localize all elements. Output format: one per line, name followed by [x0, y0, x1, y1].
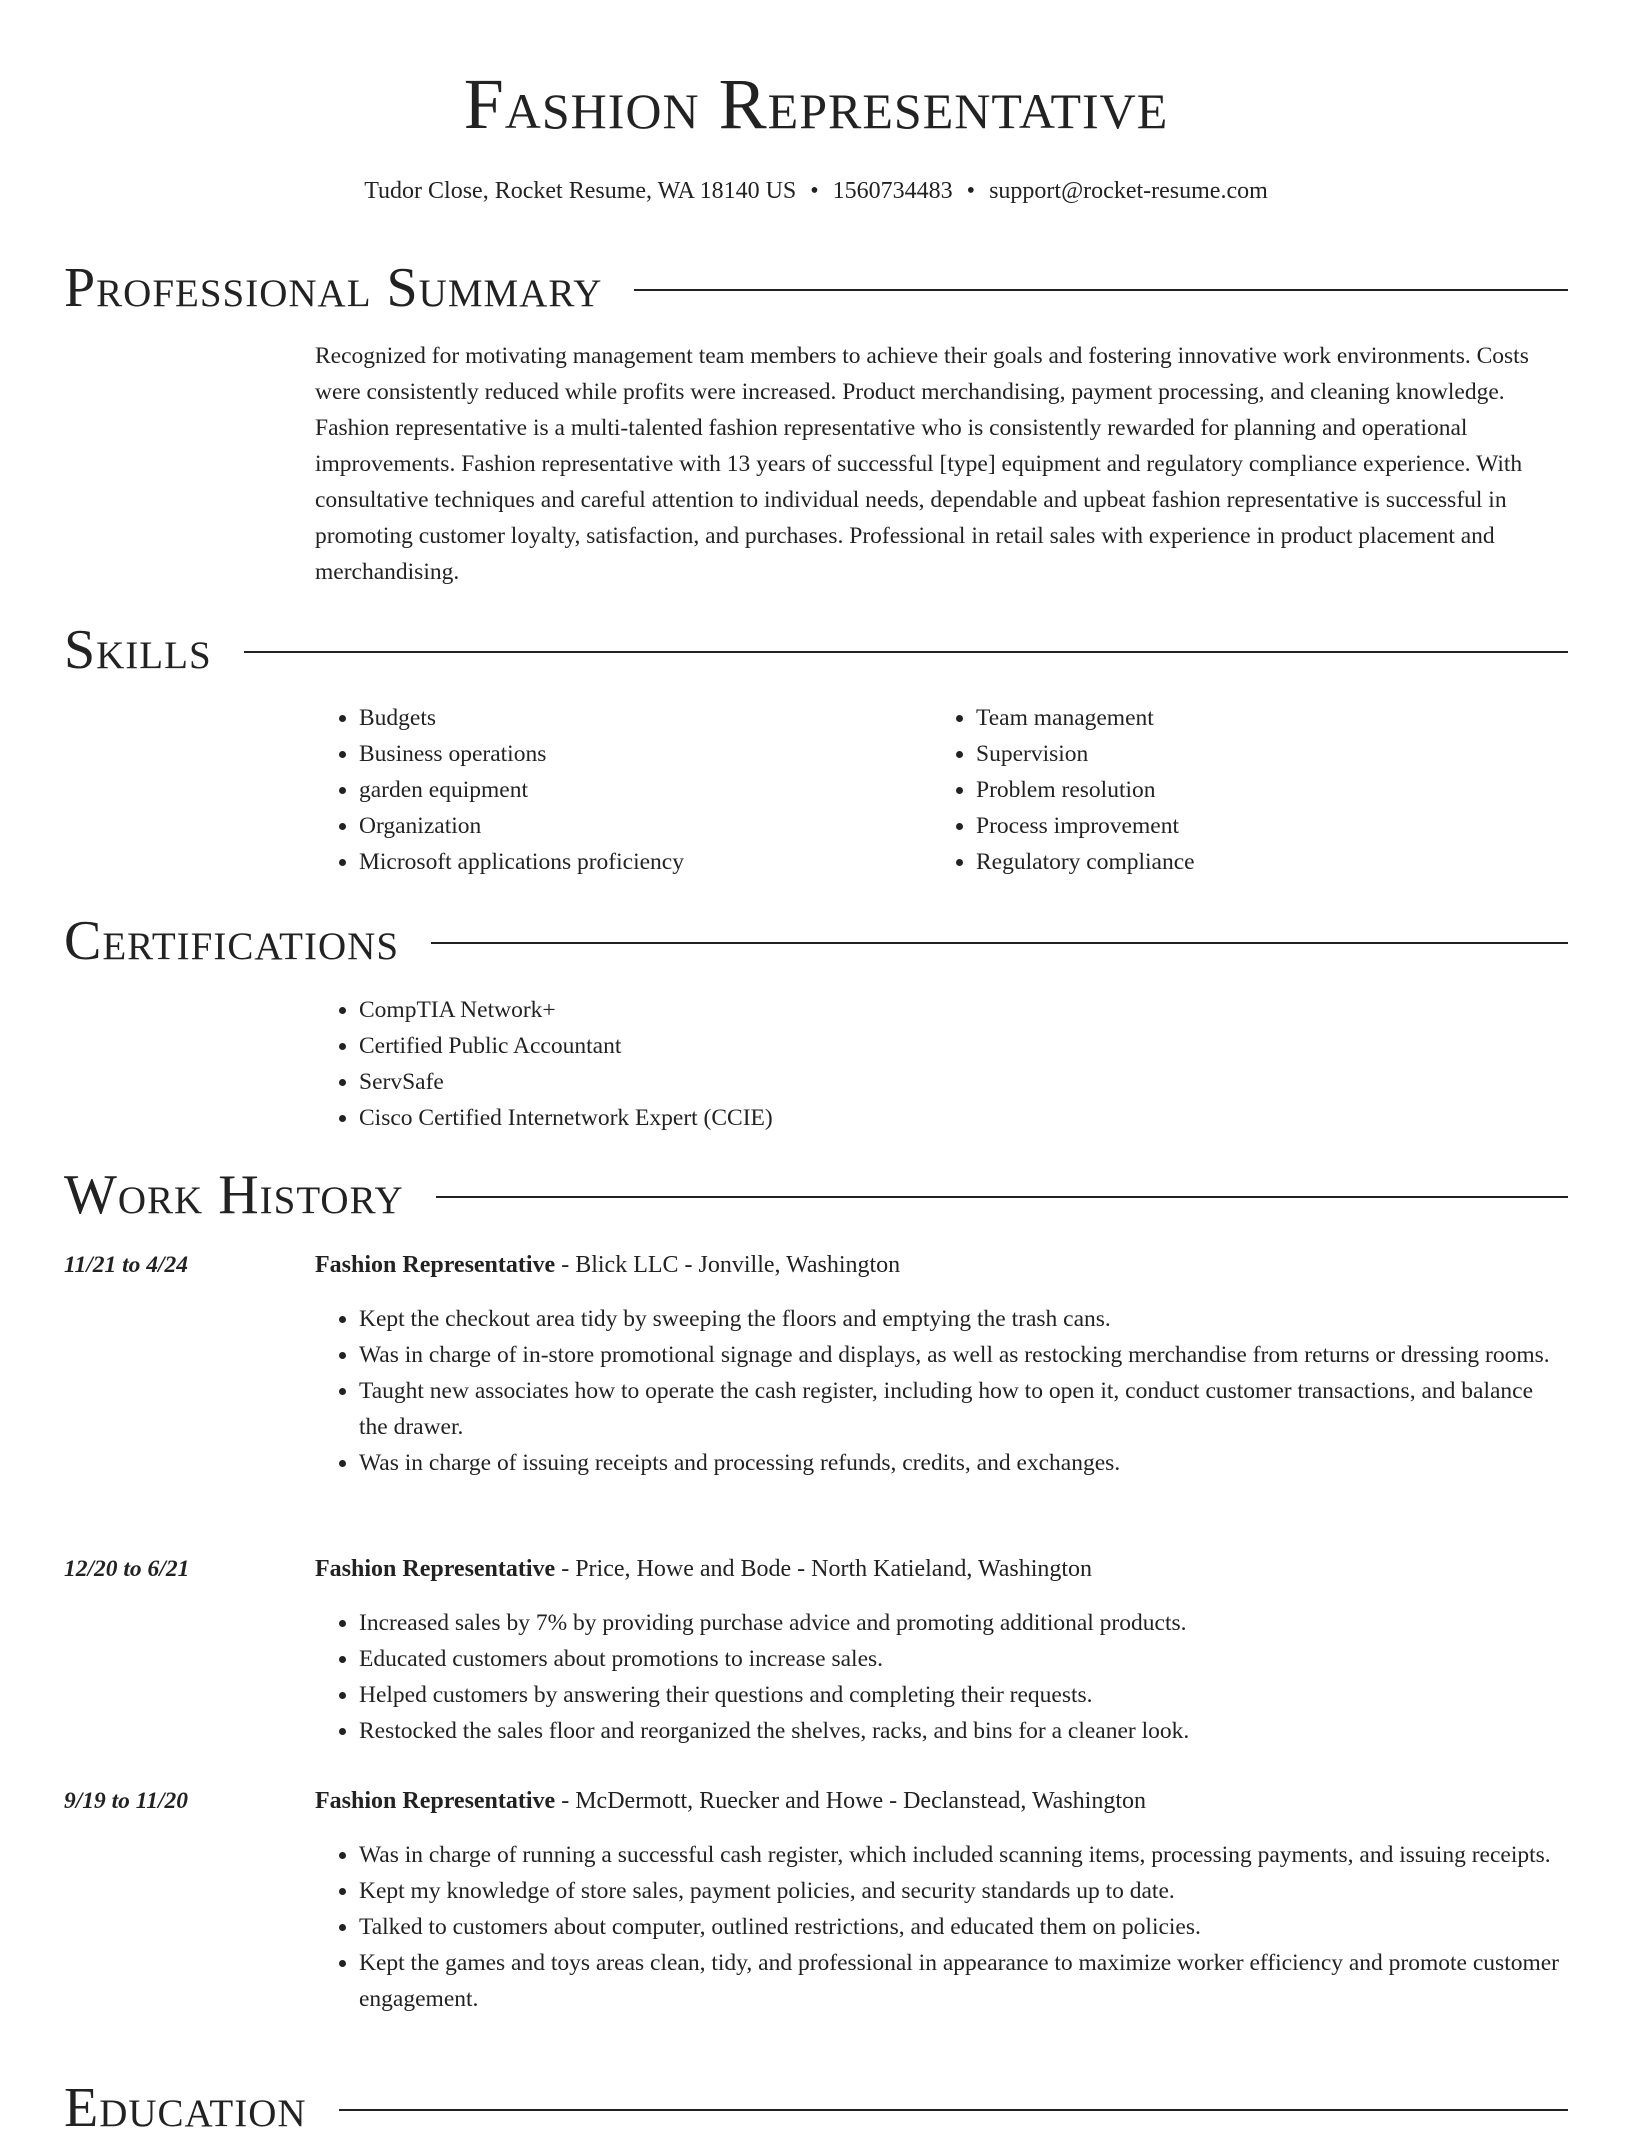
job-bullet: • Taught new associates how to operate the cash register, including how to open it, conduct customer transactions, and balance the drawer.	[359, 1373, 1565, 1445]
work-history-section-header	[64, 1163, 1568, 1227]
job-company: - Price, Howe and Bode - North Katieland, Washington	[555, 1556, 1093, 1582]
section-divider	[436, 1196, 1568, 1198]
skills-list	[315, 700, 1565, 880]
job-bullet: • Was in charge of issuing receipts and processing refunds, credits, and exchanges.	[359, 1445, 1565, 1481]
resume-name: Fashion Representative	[463, 64, 1169, 144]
skill-item: • Budgets	[359, 700, 932, 736]
summary-section-header	[64, 256, 1568, 320]
section-divider	[244, 651, 1568, 653]
contact-separator: •	[966, 178, 976, 204]
skill-item: • Regulatory compliance	[976, 844, 1549, 880]
job-dates: 12/20 to 6/21	[64, 1556, 190, 1582]
skill-item: • Microsoft applications proficiency	[359, 844, 932, 880]
certifications-section-header	[64, 909, 1568, 973]
contact-email: support@rocket-resume.com	[989, 178, 1268, 204]
job-title: Fashion Representative	[315, 1252, 556, 1278]
contact-address: Tudor Close, Rocket Resume, WA 18140 US	[364, 178, 797, 204]
skills-column-left	[315, 700, 932, 880]
skill-item: • Organization	[359, 808, 932, 844]
education-heading: Education	[64, 2077, 307, 2139]
job-heading	[315, 1551, 1092, 1587]
job-bullet: • Kept the games and toys areas clean, tidy, and professional in appearance to maximize worker efficiency and promote customer engagement.	[359, 1945, 1565, 2017]
work-history-heading: Work History	[64, 1164, 404, 1226]
job-dates: 9/19 to 11/20	[64, 1788, 189, 1814]
job-dates: 11/21 to 4/24	[64, 1252, 189, 1278]
job-bullets	[315, 1837, 1565, 2017]
skill-item: • Business operations	[359, 736, 932, 772]
section-divider	[431, 942, 1568, 944]
job-bullet: • Kept my knowledge of store sales, payment policies, and security standards up to date.	[359, 1873, 1565, 1909]
job-bullet: • Increased sales by 7% by providing purchase advice and promoting additional products.	[359, 1605, 1565, 1641]
skill-item: • garden equipment	[359, 772, 932, 808]
skill-item: • Process improvement	[976, 808, 1549, 844]
job-heading	[315, 1247, 900, 1283]
job-bullet: • Educated customers about promotions to increase sales.	[359, 1641, 1565, 1677]
job-company: - Blick LLC - Jonville, Washington	[555, 1252, 901, 1278]
section-divider	[339, 2109, 1568, 2111]
job-company: - McDermott, Ruecker and Howe - Declanstead, Washington	[555, 1788, 1146, 1814]
job-title: Fashion Representative	[315, 1788, 556, 1814]
skills-section-header	[64, 618, 1568, 682]
skills-heading: Skills	[64, 619, 212, 681]
job-bullets	[315, 1301, 1565, 1481]
job-bullet: • Was in charge of running a successful cash register, which included scanning items, processing payments, and issuing receipts.	[359, 1837, 1565, 1873]
job-heading	[315, 1783, 1146, 1819]
contact-phone: 1560734483	[832, 178, 953, 204]
contact-separator: •	[810, 178, 819, 204]
job-bullet: • Kept the checkout area tidy by sweeping the floors and emptying the trash cans.	[359, 1301, 1565, 1337]
certification-item: • ServSafe	[359, 1064, 1565, 1100]
skill-item: • Team management	[976, 700, 1549, 736]
contact-line	[0, 174, 1632, 208]
certifications-heading: Certifications	[64, 910, 400, 972]
summary-text: Recognized for motivating management team members to achieve their goals and fostering innovative work environments. Costs were consistently reduced while profits were increased. Product merchandising, payment processing, and cleaning knowledge. Fashion representative is a multi-talented fashion representative who is consistently rewarded for planning and operational improvements. Fashion representative with 13 years of successful [type] equipment and regulatory compliance experience. With consultative techniques and careful attention to individual needs, dependable and upbeat fashion representative is successful in promoting customer loyalty, satisfaction, and purchases. Professional in retail sales with experience in product placement and merchandising.	[315, 343, 1529, 585]
education-section-header	[64, 2076, 1568, 2140]
skill-item: • Problem resolution	[976, 772, 1549, 808]
certification-item: • Cisco Certified Internetwork Expert (CCIE)	[359, 1100, 1565, 1136]
job-title: Fashion Representative	[315, 1556, 556, 1582]
summary-heading: Professional Summary	[64, 257, 603, 319]
certification-item: • Certified Public Accountant	[359, 1028, 1565, 1064]
skills-column-right	[932, 700, 1549, 880]
job-bullet: • Helped customers by answering their questions and completing their requests.	[359, 1677, 1565, 1713]
certification-item: • CompTIA Network+	[359, 992, 1565, 1028]
section-divider	[634, 289, 1568, 291]
job-bullets	[315, 1605, 1565, 1749]
certifications-list	[315, 992, 1565, 1136]
job-bullet: • Was in charge of in-store promotional signage and displays, as well as restocking merchandise from returns or dressing rooms.	[359, 1337, 1565, 1373]
job-bullet: • Talked to customers about computer, outlined restrictions, and educated them on policies.	[359, 1909, 1565, 1945]
job-bullet: • Restocked the sales floor and reorganized the shelves, racks, and bins for a cleaner look.	[359, 1713, 1565, 1749]
skill-item: • Supervision	[976, 736, 1549, 772]
